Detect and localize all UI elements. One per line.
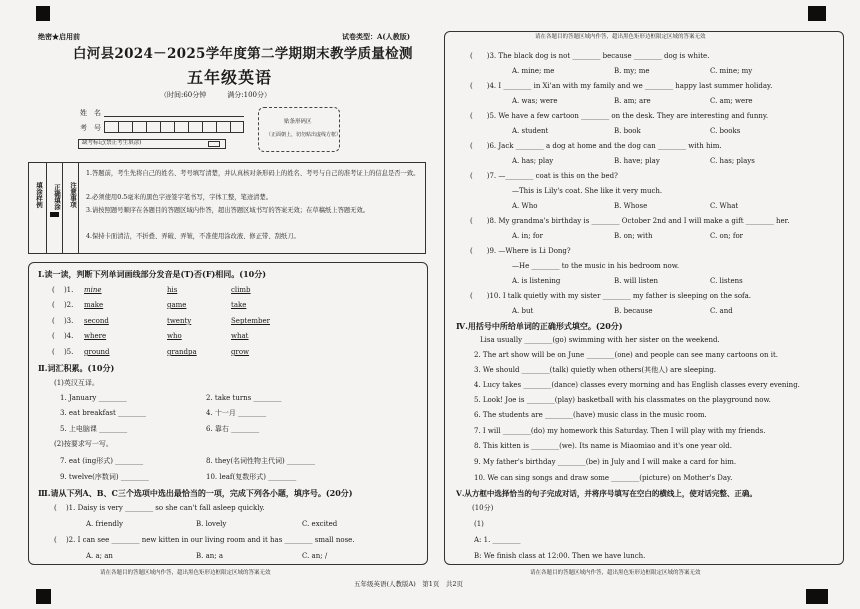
notice-item: 4.保持卡面清洁，不折叠、弄破、弄皱，不准使用涂改液、修正带、刮纸刀。 bbox=[86, 233, 300, 240]
option: C. am; were bbox=[710, 97, 753, 105]
question-line2: —This is Lily's coat. She like it very much. bbox=[512, 187, 663, 195]
word: ground bbox=[84, 348, 110, 356]
option: A. in; for bbox=[512, 232, 543, 240]
paper-type: 试卷类型：A(人教版) bbox=[342, 32, 411, 41]
word: take bbox=[231, 301, 247, 309]
fill-item: 9. My father's birthday ________(be) in July and I will make a card for him. bbox=[474, 458, 737, 466]
question: ( )1. Daisy is very ________ so she can't fall asleep quickly. bbox=[54, 504, 265, 512]
vocab-item: 7. eat (ing形式) ________ bbox=[60, 457, 144, 465]
section-5-score: (10分) bbox=[472, 504, 494, 512]
id-boxes[interactable] bbox=[104, 121, 244, 133]
dialog-line: A: 1. ________ bbox=[474, 536, 521, 544]
vocab-item: 10. leaf(复数形式) ________ bbox=[206, 473, 297, 481]
vocab-item: 1. January ________ bbox=[60, 394, 127, 402]
vocab-item: 6. 靠右 ________ bbox=[206, 425, 260, 433]
option: B. Whose bbox=[614, 202, 648, 210]
vocab-item: 4. 十一月 ________ bbox=[206, 409, 267, 417]
option: B. am; are bbox=[614, 97, 651, 105]
fill-item: 8. This kitten is ________(we). Its name is Miaomiao and it's one year old. bbox=[474, 442, 732, 450]
top-note: 请在各题目的答题区域内作答，超出黑色矩形边框限定区域的答案无效 bbox=[535, 34, 706, 40]
absent-checkbox[interactable] bbox=[208, 141, 220, 147]
exam-title: 白河县2024－2025学年度第二学期期末教学质量检测 bbox=[73, 46, 413, 62]
question: ( )4. I ________ in Xi'an with my family and we ________ happy last summer holiday. bbox=[470, 82, 773, 90]
page-number: 五年级英语(人教版A) 第1页 共2页 bbox=[354, 580, 464, 588]
q-number: ( )5. bbox=[52, 348, 74, 356]
vocab-item: 5. 上电脑课 ________ bbox=[60, 425, 128, 433]
option: C. What bbox=[710, 202, 739, 210]
option: C. excited bbox=[302, 520, 338, 528]
vocab-item: 3. eat breakfast ________ bbox=[60, 409, 147, 417]
footer-note-right: 请在各题目的答题区域内作答，超出黑色矩形边框限定区域的答案无效 bbox=[530, 570, 701, 576]
word: twenty bbox=[167, 317, 192, 325]
word: climb bbox=[231, 286, 251, 294]
notice-divider bbox=[46, 162, 47, 254]
word: who bbox=[167, 332, 182, 340]
option: A. is listening bbox=[512, 277, 561, 285]
absent-label: 缺考标记(禁止考生填涂) bbox=[82, 140, 142, 146]
question: ( )9. —Where is Li Dong? bbox=[470, 247, 571, 255]
question: ( )3. The black dog is not ________ because ________ dog is white. bbox=[470, 52, 710, 60]
option: C. books bbox=[710, 127, 741, 135]
fill-item: 5. Look! Joe is ________(play) basketball with his classmates on the playground now. bbox=[474, 396, 771, 404]
option: B. will listen bbox=[614, 277, 659, 285]
name-field[interactable] bbox=[104, 116, 244, 117]
notice-side: 正确填涂 bbox=[53, 184, 61, 210]
option: C. on; for bbox=[710, 232, 744, 240]
vocab-item: 2. take turns ________ bbox=[206, 394, 282, 402]
option: A. friendly bbox=[86, 520, 124, 528]
name-label: 姓 名 bbox=[80, 109, 101, 117]
option: A. Who bbox=[512, 202, 538, 210]
word: second bbox=[84, 317, 109, 325]
option: B. my; me bbox=[614, 67, 650, 75]
option: C. an; / bbox=[302, 552, 328, 560]
option: B. because bbox=[614, 307, 653, 315]
option: A. a; an bbox=[86, 552, 113, 560]
corner-mark bbox=[36, 6, 50, 21]
option: C. and bbox=[710, 307, 733, 315]
option: A. has; play bbox=[512, 157, 554, 165]
fill-item: 4. Lucy takes ________(dance) classes every morning and has English classes every evening. bbox=[474, 381, 800, 389]
option: C. has; plays bbox=[710, 157, 755, 165]
question-line2: —He ________ to the music in his bedroom now. bbox=[512, 262, 680, 270]
option: A. student bbox=[512, 127, 549, 135]
corner-mark bbox=[36, 589, 51, 604]
vocab-item: 9. twelve(序数词) ________ bbox=[60, 473, 149, 481]
fill-item: 2. The art show will be on June ________(one) and people can see many cartoons on it. bbox=[474, 351, 778, 359]
notice-side: 注意事项 bbox=[69, 182, 77, 208]
notice-item: 2.必须使用0.5毫米的黑色字迹签字笔书写，字体工整，笔迹清楚。 bbox=[86, 194, 273, 201]
option: C. mine; my bbox=[710, 67, 753, 75]
fill-item: Lisa usually ________(go) swimming with her sister on the weekend. bbox=[480, 336, 720, 344]
word: where bbox=[84, 332, 107, 340]
word: grow bbox=[231, 348, 250, 356]
corner-mark bbox=[806, 589, 828, 604]
question: ( )8. My grandma's birthday is ________ October 2nd and I will make a gift ________ her. bbox=[470, 217, 790, 225]
dialog-line: B: We finish class at 12:00. Then we have lunch. bbox=[474, 552, 646, 560]
option: C. listens bbox=[710, 277, 743, 285]
question: ( )2. I can see ________ new kitten in our living room and it has ________ small nose. bbox=[54, 536, 355, 544]
word: grandpa bbox=[167, 348, 197, 356]
option: A. mine; me bbox=[512, 67, 555, 75]
word: game bbox=[167, 301, 187, 309]
subject-title: 五年级英语 bbox=[187, 68, 273, 87]
vocab-item: 8. they(名词性物主代词) ________ bbox=[206, 457, 316, 465]
q-number: ( )4. bbox=[52, 332, 74, 340]
notice-side: 填涂样例 bbox=[35, 182, 43, 208]
notice-item: 3.请按照题号顺序在各题目的答题区域内作答，超出答题区域书写的答案无效；在草稿纸上答题无效。 bbox=[86, 207, 370, 214]
sub-title: (1)英汉互译。 bbox=[54, 379, 99, 387]
question: ( )6. Jack ________ a dog at home and the dog can ________ with him. bbox=[470, 142, 722, 150]
secret-label: 绝密★启用前 bbox=[38, 32, 80, 41]
notice-item: 1.答题前，考生先将自己的姓名、考号填写清楚，并认真核对条形码上的姓名、考号与自己的准考证上的信息是否一致。 bbox=[86, 170, 420, 177]
option: B. an; a bbox=[196, 552, 224, 560]
question: ( )10. I talk quietly with my sister ________ my father is sleeping on the sofa. bbox=[470, 292, 752, 300]
q-number: ( )1. bbox=[52, 286, 74, 294]
q-number: ( )3. bbox=[52, 317, 74, 325]
barcode-area bbox=[258, 107, 340, 152]
option: B. on; with bbox=[614, 232, 653, 240]
barcode-title: 贴条形码区 bbox=[284, 119, 312, 125]
question: ( )7. —________ coat is this on the bed? bbox=[470, 172, 618, 180]
q-number: ( )2. bbox=[52, 301, 74, 309]
id-label: 考 号 bbox=[80, 124, 101, 132]
fill-sample bbox=[50, 212, 59, 217]
fill-item: 7. I will ________(do) my homework this Saturday. Then I will play with my friends. bbox=[474, 427, 766, 435]
option: B. book bbox=[614, 127, 641, 135]
corner-mark bbox=[808, 6, 826, 21]
barcode-note: （正面朝上，切勿贴出虚线方框） bbox=[266, 132, 342, 138]
section-2-title: Ⅱ.词汇积累。(10分) bbox=[38, 363, 115, 373]
fill-item: 3. We should ________(talk) quietly when others(其他人) are sleeping. bbox=[474, 366, 717, 374]
word: his bbox=[167, 286, 178, 294]
fill-item: 6. The students are ________(have) music class in the music room. bbox=[474, 411, 707, 419]
dialog-part: (1) bbox=[474, 520, 484, 528]
option: A. but bbox=[512, 307, 534, 315]
fill-item: 10. We can sing songs and draw some ________(picture) on Mother's Day. bbox=[474, 474, 733, 482]
option: B. lovely bbox=[196, 520, 227, 528]
word: make bbox=[84, 301, 104, 309]
notice-divider bbox=[78, 162, 79, 254]
option: B. have; play bbox=[614, 157, 660, 165]
sub-title: (2)按要求写一写。 bbox=[54, 440, 113, 448]
question: ( )5. We have a few cartoon ________ on the desk. They are interesting and funny. bbox=[470, 112, 769, 120]
footer-note-left: 请在各题目的答题区域内作答，超出黑色矩形边框限定区域的答案无效 bbox=[100, 570, 271, 576]
notice-divider bbox=[62, 162, 63, 254]
word: September bbox=[231, 317, 270, 325]
word: what bbox=[231, 332, 249, 340]
section-3-title: Ⅲ.请从下列A、B、C三个选项中选出最恰当的一项，完成下列各小题，填序号。(20分) bbox=[38, 488, 353, 498]
time-score: （时间:60分钟 满分:100分） bbox=[160, 91, 271, 99]
section-5-title: Ⅴ.从方框中选择恰当的句子完成对话，并将序号填写在空白的横线上，使对话完整、正确。 bbox=[456, 489, 757, 498]
section-4-title: Ⅳ.用括号中所给单词的正确形式填空。(20分) bbox=[456, 321, 623, 331]
option: A. was; were bbox=[512, 97, 558, 105]
section-1-title: Ⅰ.读一读，判断下列单词画线部分发音是(T)否(F)相同。(10分) bbox=[38, 269, 267, 279]
word: mine bbox=[84, 286, 102, 294]
